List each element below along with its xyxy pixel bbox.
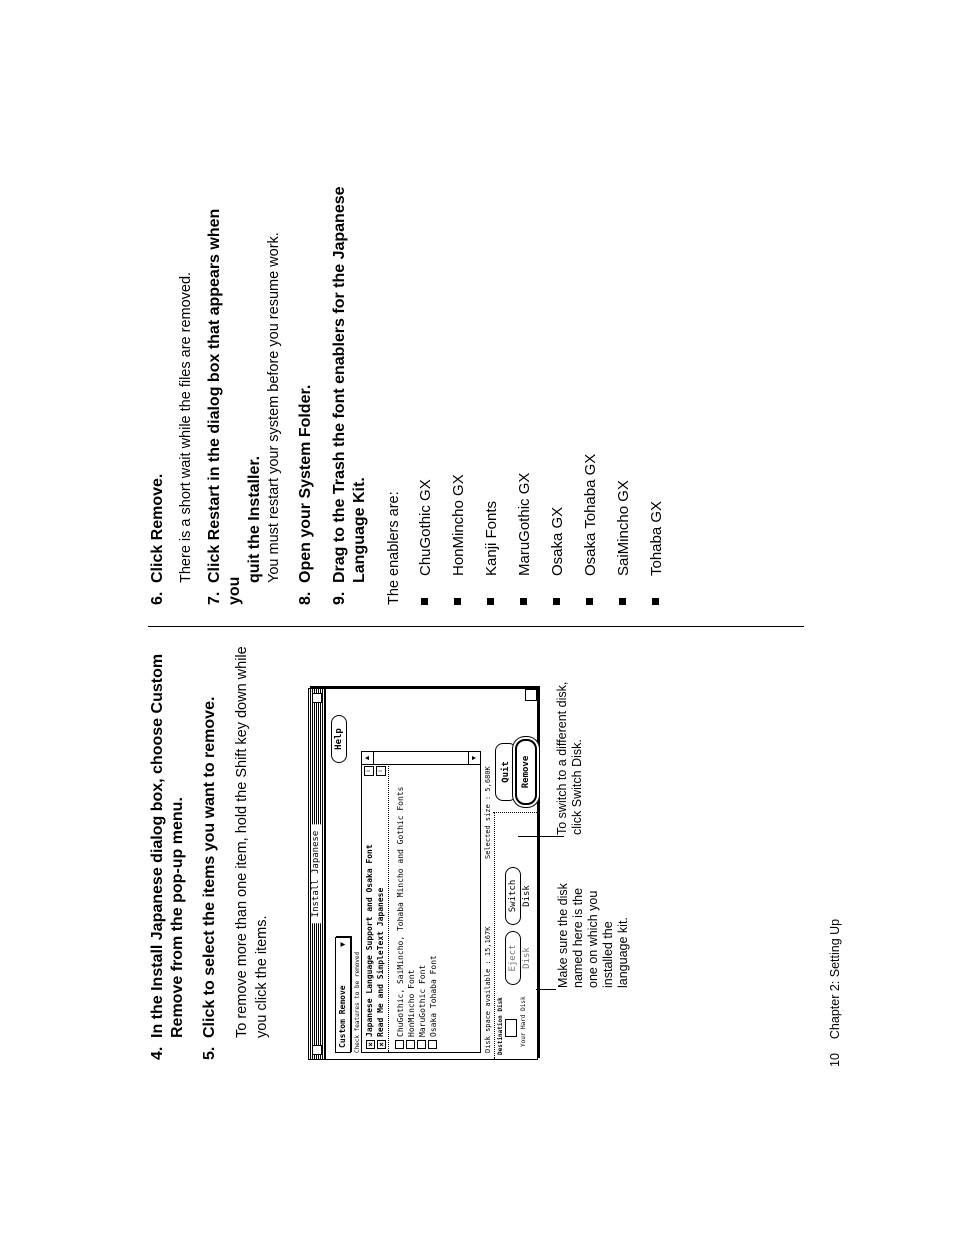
step-6 xyxy=(148,185,168,605)
page-footer xyxy=(828,919,842,1067)
step-text: Click Remove. xyxy=(149,473,166,583)
bullet-icon xyxy=(586,598,593,605)
bullet-icon xyxy=(454,598,461,605)
checkbox[interactable] xyxy=(417,1040,426,1049)
enabler-label: Tohaba GX xyxy=(648,500,665,576)
step-5 xyxy=(200,640,220,1060)
callout-line-disk xyxy=(536,989,556,990)
callout-line: click Switch Disk. xyxy=(570,739,584,835)
checkbox[interactable] xyxy=(395,1040,404,1049)
close-box-icon[interactable] xyxy=(312,1045,322,1055)
scroll-up-icon[interactable]: ▲ xyxy=(362,752,374,764)
step-8 xyxy=(296,185,316,605)
step-5-note xyxy=(232,618,272,1038)
step-number: 9. xyxy=(331,591,348,605)
enabler-label: ChuGothic GX xyxy=(417,479,434,576)
step-text: Drag to the Trash the font enablers for the Japanese xyxy=(331,186,348,583)
enabler-label: Kanji Fonts xyxy=(483,500,500,576)
feature-item[interactable] xyxy=(376,888,386,1049)
disk-space-available: Disk space available : 15,167K xyxy=(484,926,492,1053)
enabler-item xyxy=(548,507,568,605)
quit-button[interactable] xyxy=(495,743,517,801)
bullet-icon xyxy=(487,598,494,605)
feature-label: Read Me and SimpleText Japanese xyxy=(376,887,385,1037)
disk-name: Your Hard Disk xyxy=(520,996,527,1047)
dotted-separator xyxy=(493,812,537,813)
step-text: Click Restart in the dialog box that appears when you xyxy=(206,208,243,605)
step-text: Click to select the items you want to remove. xyxy=(201,696,218,1038)
feature-item[interactable] xyxy=(428,955,439,1049)
feature-item[interactable] xyxy=(365,844,375,1049)
enabler-label: Osaka GX xyxy=(549,506,566,576)
enabler-item xyxy=(449,474,469,605)
enabler-item xyxy=(482,501,502,605)
checkbox[interactable] xyxy=(428,1040,437,1049)
dotted-divider xyxy=(494,813,495,1059)
feature-label: ChuGothic, SaiMincho, Tohaba Mincho and Gothic Fonts xyxy=(396,786,405,1037)
enabler-label: SaiMincho GX xyxy=(615,480,632,576)
switch-label: Switch Disk xyxy=(508,879,532,913)
feature-label: Osaka Tohaba Font xyxy=(429,955,438,1037)
custom-remove-popup[interactable] xyxy=(335,937,351,1053)
switch-disk-button[interactable] xyxy=(505,867,532,925)
feature-label: MaruGothic Font xyxy=(418,964,427,1037)
callout-line: To switch to a different disk, xyxy=(555,681,569,835)
step-9 xyxy=(330,185,370,605)
page-number: 10 xyxy=(828,1053,842,1067)
remove-label: Remove xyxy=(521,755,531,789)
bullet-icon xyxy=(520,598,527,605)
checkbox[interactable] xyxy=(406,1040,415,1049)
info-icon[interactable]: i xyxy=(364,766,374,776)
checked-checkbox[interactable]: × xyxy=(366,1040,375,1049)
popup-arrow-icon: ▼ xyxy=(338,942,347,947)
enabler-item xyxy=(614,480,634,605)
info-icon[interactable]: i xyxy=(376,766,386,776)
callout-line: language kit. xyxy=(616,917,630,988)
eject-disk-button[interactable] xyxy=(505,931,532,985)
note-line: To remove more than one item, hold the Shift key down while xyxy=(234,646,250,1038)
list-divider xyxy=(388,766,389,1052)
column-rule xyxy=(148,626,804,627)
help-label: Help xyxy=(334,728,344,750)
size-box-icon[interactable] xyxy=(525,689,537,701)
step-number: 4. xyxy=(149,1046,166,1060)
callout-line: installed the xyxy=(601,921,615,988)
step-text: Open your System Folder. xyxy=(297,384,314,583)
step-text: In the Install Japanese dialog box, choose Custom xyxy=(149,653,166,1038)
dialog-titlebar xyxy=(309,689,326,1059)
step-6-note: There is a short wait while the files are removed. xyxy=(178,271,194,583)
list-scrollbar[interactable] xyxy=(362,752,480,765)
step-7 xyxy=(205,185,265,605)
step-4 xyxy=(148,640,188,1060)
features-list[interactable] xyxy=(361,751,481,1053)
checked-checkbox[interactable]: × xyxy=(377,1040,386,1049)
step-number: 6. xyxy=(149,591,166,605)
destination-label: Destination Disk xyxy=(497,997,504,1055)
feature-item[interactable] xyxy=(406,970,417,1049)
step-text-cont: Language Kit. xyxy=(351,477,368,583)
selected-size: Selected size : 5,680K xyxy=(484,766,492,859)
step-text-cont: Remove from the pop-up menu. xyxy=(169,797,186,1038)
chapter-title: Chapter 2: Setting Up xyxy=(828,918,842,1040)
step-number: 5. xyxy=(201,1046,218,1060)
enabler-label: Osaka Tohaba GX xyxy=(582,453,599,576)
callout-switch xyxy=(555,615,585,835)
callout-line: named here is the xyxy=(571,887,585,988)
bullet-icon xyxy=(553,598,560,605)
enabler-label: HonMincho GX xyxy=(450,474,467,576)
enablers-intro: The enablers are: xyxy=(386,491,402,605)
callout-line: one on which you xyxy=(586,890,600,988)
feature-label: HonMincho Font xyxy=(407,969,416,1037)
callout-line-switch xyxy=(518,836,564,837)
enabler-item xyxy=(647,501,667,605)
bullet-icon xyxy=(421,598,428,605)
remove-button[interactable] xyxy=(515,739,537,805)
callout-line: Make sure the disk xyxy=(556,883,570,988)
feature-label: Japanese Language Support and Osaka Font xyxy=(365,844,374,1037)
step-7-note: You must restart your system before you resume work. xyxy=(266,232,282,583)
feature-item[interactable] xyxy=(417,965,428,1049)
enabler-item xyxy=(581,454,601,605)
hard-disk-icon xyxy=(505,1019,517,1037)
quit-label: Quit xyxy=(501,761,511,783)
enabler-label: MaruGothic GX xyxy=(516,472,533,576)
enabler-item xyxy=(416,479,436,605)
eject-label: Eject Disk xyxy=(508,944,532,972)
step-number: 7. xyxy=(206,591,223,605)
help-button[interactable] xyxy=(331,715,347,763)
popup-value: Custom Remove xyxy=(338,985,347,1048)
bullet-icon xyxy=(619,598,626,605)
bullet-icon xyxy=(652,598,659,605)
callout-disk xyxy=(556,838,631,988)
step-text-cont: quit the Installer. xyxy=(246,455,263,583)
install-japanese-dialog xyxy=(308,688,538,1060)
enabler-item xyxy=(515,473,535,605)
step-number: 8. xyxy=(297,591,314,605)
dialog-title: Install Japanese xyxy=(311,825,322,924)
zoom-box-icon[interactable] xyxy=(312,693,322,703)
list-caption: Check features to be removed xyxy=(354,951,361,1053)
note-line: you click the items. xyxy=(254,915,270,1038)
feature-item[interactable] xyxy=(395,787,406,1049)
scroll-down-icon[interactable]: ▼ xyxy=(468,752,480,764)
